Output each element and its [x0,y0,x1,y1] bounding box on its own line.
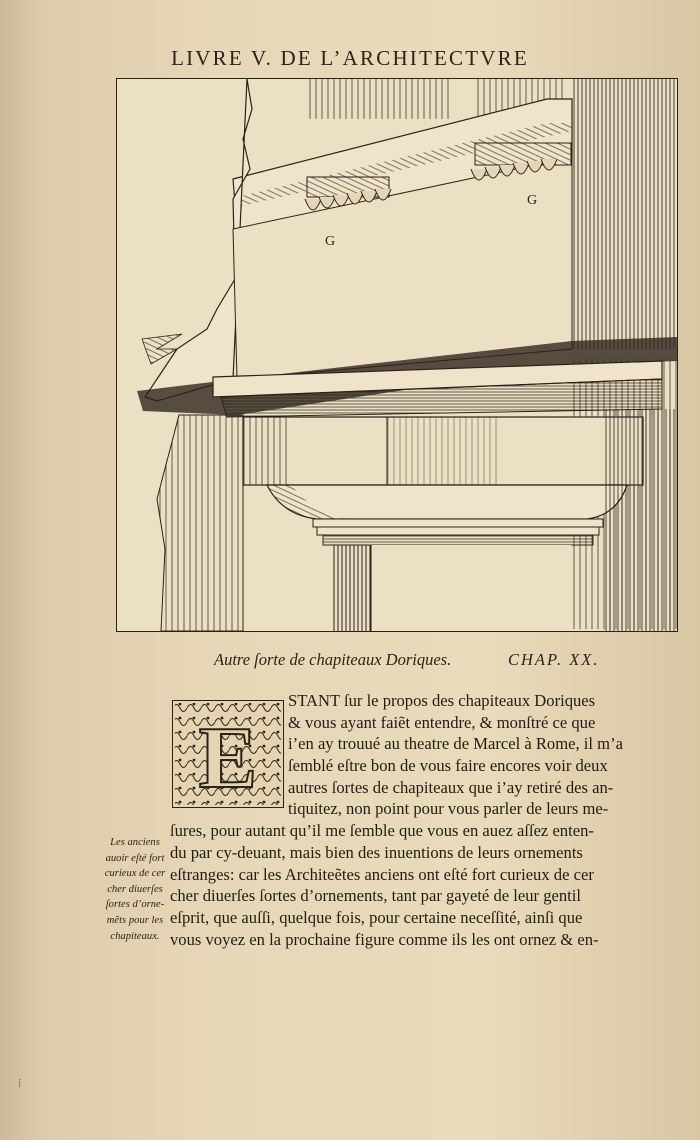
marginal-note [96,835,174,944]
margin-note-line: chapiteaux. [110,930,160,942]
initial-letter: E [198,710,258,807]
body-line: & vous ayant faiẽt entendre, & monſtré ce que [288,712,596,732]
caption-title: Autre ſorte de chapiteaux Doriques. [214,650,452,669]
body-line: cher diuerſes ſortes d’ornements, tant par gayeté de leur gentil [170,886,581,906]
figure-caption [214,650,634,670]
doric-capital-engraving [117,79,677,631]
body-line: eſprit, que auſſi, quelque fois, pour certaine neceſſité, ainſi que [170,907,583,927]
margin-note-line: cher diuerſes [107,883,163,895]
margin-note-line: Les anciens [110,837,160,848]
margin-note-line: curieux de cer [104,868,166,880]
label-g-left: G [325,234,336,249]
margin-note-line: mẽts pour les [106,914,164,926]
label-g-right: G [527,193,538,208]
body-line: STANT ſur le propos des chapiteaux Doriques [288,691,596,710]
body-line: tiquitez, non point pour vous parler de leurs me- [288,799,609,819]
body-line: ſemblé eſtre bon de vous faire encores voir deux [288,756,608,776]
body-line: ſures, pour autant qu’il me ſemble que vous en auez aſſez enten- [170,821,594,841]
body-line: du par cy-deuant, mais bien des inuentions de leurs ornements [170,842,583,862]
body-line: vous voyez en la prochaine figure comme ils les ont ornez & en- [170,929,599,949]
chapter-number: CHAP. XX. [508,650,600,669]
ink-smudge-icon: ⁞ [18,1076,22,1090]
woodcut-illustration [116,78,678,632]
body-line: i’en ay trouué au theatre de Marcel à Rome, il m’a [288,734,623,754]
margin-note-line: ſortes d’orne- [105,899,165,911]
margin-note-line: auoir eſté fort [105,852,165,864]
body-line: eſtranges: car les Architeẽtes anciens ont eſté fort curieux de cer [170,864,594,884]
running-title: LIVRE V. DE L’ARCHITECTVRE [171,46,529,70]
chapter-body-text [170,690,660,950]
body-line: autres ſortes de chapiteaux que i’ay retiré des an- [288,777,614,797]
